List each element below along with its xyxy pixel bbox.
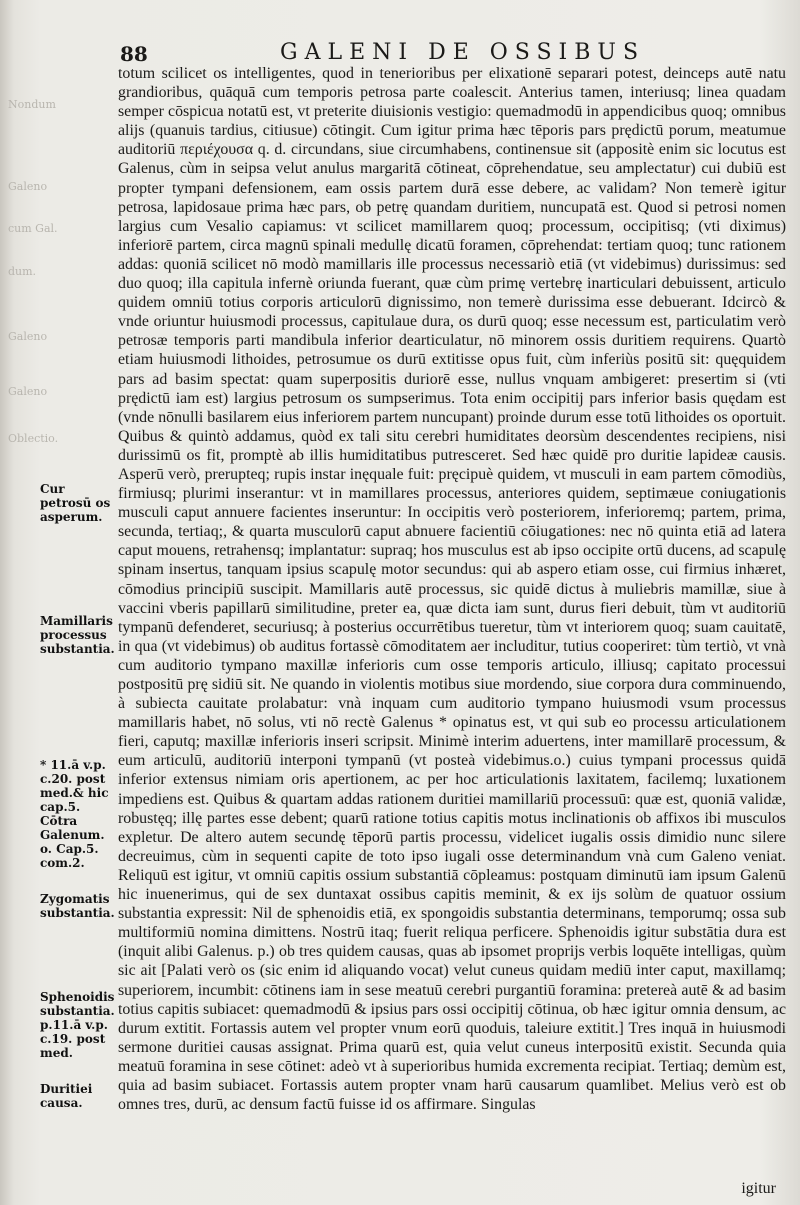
ghost-note: dum. (8, 265, 37, 278)
ghost-note: Galeno (8, 180, 48, 193)
ghost-note: Nondum (8, 98, 56, 111)
catchword: igitur (741, 1180, 776, 1197)
ghost-note: Oblectio. (8, 432, 59, 445)
main-text-column (118, 64, 786, 1114)
margin-note: * 11.ā v.p. c.20. post med.& hic cap.5. Cōtra Galenum. o. Cap.5. com.2. (40, 758, 109, 870)
margin-note: Cur petrosū os asperum. (40, 482, 111, 524)
margin-note: Sphenoidis substantia. p.11.ā v.p. c.19. post med. (40, 990, 115, 1060)
ghost-note: Galeno (8, 385, 48, 398)
page-number: 88 (120, 42, 148, 66)
ghost-note: Galeno (8, 330, 48, 343)
margin-note: Duritiei causa. (40, 1082, 93, 1110)
margin-note: Mamillaris processus substantia. (40, 614, 115, 656)
margin-note: Zygomatis substantia. (40, 892, 115, 920)
running-title: GALENI DE OSSIBUS (280, 40, 646, 65)
ghost-note: cum Gal. (8, 222, 58, 235)
body-paragraph: totum scilicet os intelligentes, quod in tenerioribus per elixationē separari potest, deinceps autē natu grandioribus, quāquā cum temporis petrosa parte coalescit. Anterius tamen, interiusq; linea quadam semper cōspicua notatū est, vt preterite diuisionis vestigio: quemadmodū in appendicibus quoq; omnibus alijs (quanuis tardius, citiusue) cōtingit. Cum igitur prima hæc tēporis pars prędictū porum, meatumue auditoriū περιέχουσα q. d. circundans, siue circumhabens, continensue sit (appositè enim sic locutus est Galenus, cùm in seipsa velut anulus margaritā cōtineat, cōprehendatue, seu amplectatur) cui dubiū est propter tympani defensionem, eam ossis partem durā esse debere, ac validam? Non temerè igitur petrosa, lapidosaue prima hæc pars, ob petrę quandam duritiem, nuncupatā est. Quod si petrosi nomen largius cum Vesalio capiamus: vt scilicet mamillarem quoq; processum, occipitisq; (vti diximus) inferiorē partem, circa magnū spinali medullę dicatū foramen, cōprehendat: tertiam quoq; tunc rationem addas: quoniā scilicet nō modò mamillaris ille processus necessariò etiā (vt videbimus) durissimus: sed duo quoq; illa capitula infernè oriunda fuerant, quæ cùm primę vertebrę inarticulari debuissent, articulo quidem omniū totius corporis articulorū dignissimo, non temerè durissima esse debuerant. Idcircò & vnde oriuntur huiusmodi processus, capitulaue dura, os durū quoq; esse necessum est, particulatim verò petrosæ temporis parti mandibula inferior dearticulatur, nō minorem ossis duritiem requirens. Quartò etiam huiusmodi lithoides, petrosumue os durū extitisse opus fuit, cùm inferiùs positū sit: quęquidem pars ad basim spectat: quam superpositis duriorē esse, nullus vnquam ambigeret: presertim si (vti prędictū iam est) largius petrosum os sumpserimus. Tota enim occipitij pars inferior basis quędam est (vnde nōnulli basilarem eius inferiorem partem nuncupant) proinde durum esse totū lithoides os oportuit. Quibus & quintò addamus, quòd ex tali situ cerebri humiditates deorsùm descendentes recipiens, nisi durissimū os fit, promptè ab illis humiditatibus putresceret. Sed hæc quidē pro duritie lapideæ causis. Asperū verò, prerupteq; rupis instar inęquale fuit: pręcipuè quidem, vt musculi in eam partem cōmodiùs, firmiusq; plurimi inserantur: vt in mamillares processus, anteriores quidem, septimæue coniugationis musculi caput annuere facientes inseruntur: In occipitis verò posteriorem, inferioremq; partem, prima, secunda, tertiaq;, & quarta musculorū caput abnuere facientiū cōiugationes: nec nō quinta etiā ad latera caput mouens, retrahensq; implantatur: supraq; hos musculus est ab ipso occipite ortū ducens, ad scapulę spinam insertus, tanquam ipsius scapulę motor secundus: qui ab aspero etiam osse, cui firmius inhæret, cōmodius principiū suscipit. Mamillaris autē processus, sic quidē dictus à muliebris mamillæ, siue à vaccini vberis papillarū similitudine, preter ea, quæ dicta iam sunt, durus fieri debuit, tùm vt auditoriū tympanū defenderet, securiusq; à posterius occurrētibus tueretur, tùm vt interiorem quoq; suam cauitatē, in qua (vt videbimus) ob auditus fortassè cōmoditatem aer includitur, tutius cooperiret: tùm tertiò, vt vnà cum auditorio tympano maxillæ inferioris cum osse temporis articulo, illiusq; capitato processui postpositū prę sidiū sit. Ne quando in violentis motibus siue mordendo, siue corpora dura comminuendo, à subiecta cauitate prolabatur: vnà inquam cum auditorio tympano huiusmodi vsum processus mamillaris habet, nō solus, vti nō rectè Galenus * opinatus est, vt qui sub eo processu articulationem fieri, caputq; maxillæ inferioris inseri scripsit. Minimè interim aduertens, inter mamillarē processum, & eum articulū, auditoriū interponi tympanū (vt posteà videbimus.o.) cuius tympani processus quidā inferior extensus nimiam oris apertionem, ac per hoc articulationis laxitatem, facilemq; luxationem impediens est. Quibus & quartam addas rationem duritiei mamillariū processuū: quæ est, quoniā validæ, robustęq; illę partes esse debent; quarū ratione totius capitis motus inclinationis ob affixos ibi musculos expletur. De altero autem secundę tēporū partis processu, videlicet iugalis ossis dimidio nunc silere decreuimus, cùm in sequenti capite de toto ipso iugali osse determinandum vnà cum Galeno veniat. Reliquū est igitur, vt omniū capitis ossium substantiā cōpleamus: postquam diminutū iam ipsum Galenū hic inuenerimus, qui de sex duntaxat ossibus capitis meminit, & ex ijs solùm de quatuor ossium substantia expressit: Nil de sphenoidis etiā, ex spongoidis substantia determinans, temporumq; ossa sub multiformiū nomina dimittens. Nostrū itaq; fuerit reliqua perficere. Sphenoidis igitur substātia dura est (inquit alibi Galenus. p.) ob tres quidem causas, quas ab ipsomet proprijs verbis loquēte intelligas, quùm sic ait [Palati verò os (sic enim id aliquando vocat) velut cuneus quidam mediū inter caput, maxillamq; superiorem, incumbit: cōtinens iam in sese meatuū cerebri purgantiū foramina: pretereà autē & ad basim totius capitis subiacet: quemadmodū & ipsius pars ossi occipitij cōtinua, ob hæc igitur omnia densum, ac durum extitit. Fortassis autem vel propter vnum eorū quoduis, taleiure extitit.] Tres inquā in huiusmodi sermone duritiei causas assignat. Prima quarū est, quia velut cuneus interpositū existit. Secunda quia meatuū foramina in sese cōtinet: adeò vt à superioribus humida excrementa recipiat. Tertiaq; demùm est, quia ad basim subiacet. Fortassis autem propter vnam harū causarum quamlibet. Melius verò est ob omnes tres, durū, ac densum factū fuisse id os affirmare. Singulas (118, 65, 786, 1114)
